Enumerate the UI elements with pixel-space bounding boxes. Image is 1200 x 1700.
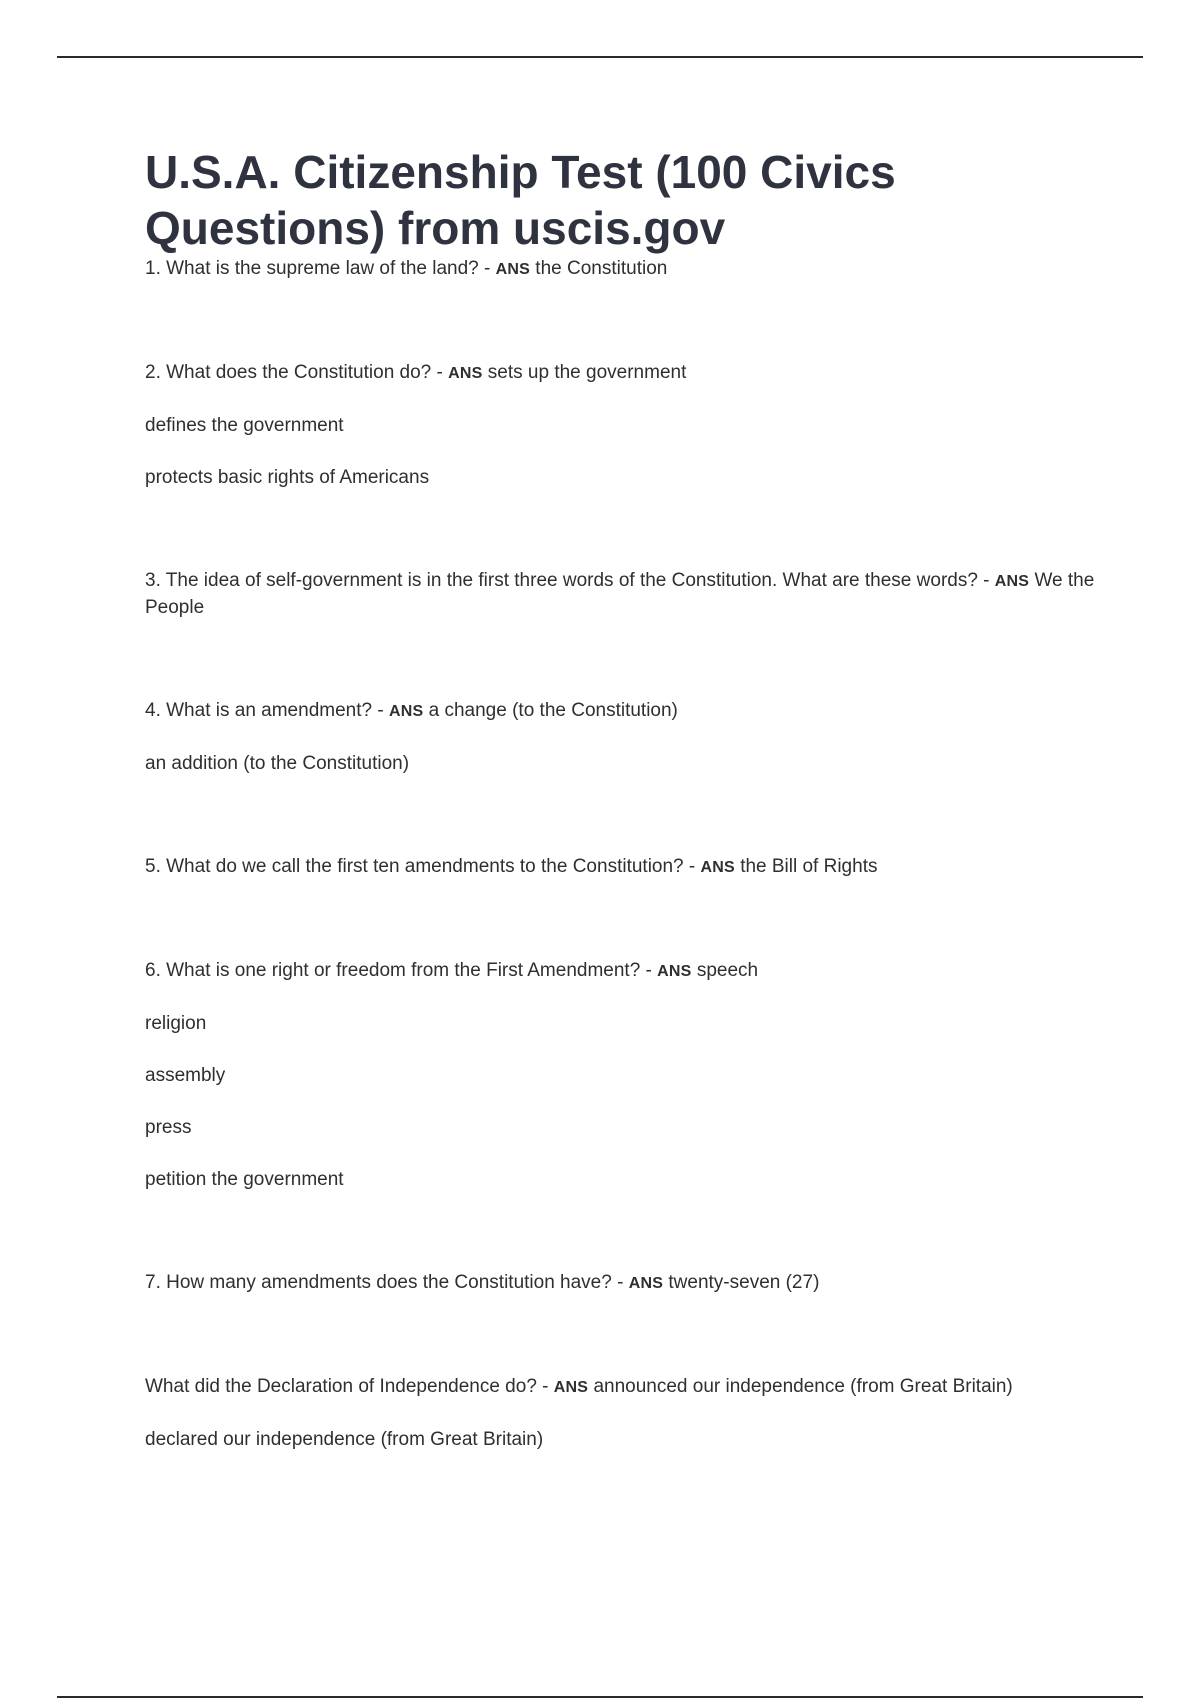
question-line <box>145 854 1105 881</box>
answer-line: an addition (to the Constitution) <box>145 753 410 774</box>
qa-item-2 <box>145 360 1105 491</box>
qa-item-5 <box>145 854 1105 881</box>
answer-line: assembly <box>145 1065 226 1086</box>
question-line <box>145 256 1105 283</box>
answer-text: announced our independence (from Great Britain) <box>593 1376 1013 1397</box>
answer-line: declared our independence (from Great Britain) <box>145 1429 544 1450</box>
answer-line: petition the government <box>145 1169 344 1190</box>
ans-marker: ANS <box>628 1275 664 1292</box>
qa-item-1 <box>145 256 1105 283</box>
ans-marker: ANS <box>495 261 531 278</box>
qa-item-7 <box>145 1270 1105 1297</box>
question-line <box>145 1270 1105 1297</box>
qa-item-6 <box>145 958 1105 1193</box>
question-text: 1. What is the supreme law of the land? - <box>145 258 491 279</box>
answer-line: defines the government <box>145 415 344 436</box>
answer-text: speech <box>696 960 759 981</box>
question-text: 3. The idea of self-government is in the first three words of the Constitution. What are these words? - <box>145 570 990 591</box>
bottom-rule <box>57 1696 1143 1698</box>
answer-text: We the People <box>145 570 1095 618</box>
qa-item-3 <box>145 568 1105 621</box>
ans-marker: ANS <box>700 859 735 876</box>
ans-marker: ANS <box>553 1379 589 1396</box>
question-line <box>145 698 1105 725</box>
ans-marker: ANS <box>388 703 424 720</box>
top-rule <box>57 56 1143 58</box>
ans-marker: ANS <box>448 365 483 382</box>
answer-line: press <box>145 1117 192 1138</box>
question-line <box>145 360 1105 387</box>
question-text: 6. What is one right or freedom from the First Amendment? - <box>145 960 652 981</box>
question-text: What did the Declaration of Independence do? - <box>145 1376 549 1397</box>
question-text: 4. What is an amendment? - <box>145 700 384 721</box>
ans-marker: ANS <box>657 963 692 980</box>
qa-item-4 <box>145 698 1105 777</box>
answer-text: a change (to the Constitution) <box>428 700 678 721</box>
page-title: U.S.A. Citizenship Test (100 Civics Questions) from uscis.gov <box>145 146 896 254</box>
answer-text: twenty-seven (27) <box>668 1272 820 1293</box>
qa-item-8 <box>145 1374 1105 1453</box>
question-text: 7. How many amendments does the Constitution have? - <box>145 1272 624 1293</box>
answer-text: the Constitution <box>535 258 668 279</box>
answer-line: protects basic rights of Americans <box>145 467 430 488</box>
document-body <box>145 144 1105 1453</box>
question-line <box>145 568 1105 621</box>
question-line <box>145 1374 1105 1401</box>
question-text: 5. What do we call the first ten amendments to the Constitution? - <box>145 856 696 877</box>
question-line <box>145 958 1105 985</box>
ans-marker: ANS <box>994 573 1030 590</box>
question-text: 2. What does the Constitution do? - <box>145 362 443 383</box>
answer-text: sets up the government <box>487 362 687 383</box>
answer-line: religion <box>145 1013 207 1034</box>
answer-text: the Bill of Rights <box>740 856 878 877</box>
